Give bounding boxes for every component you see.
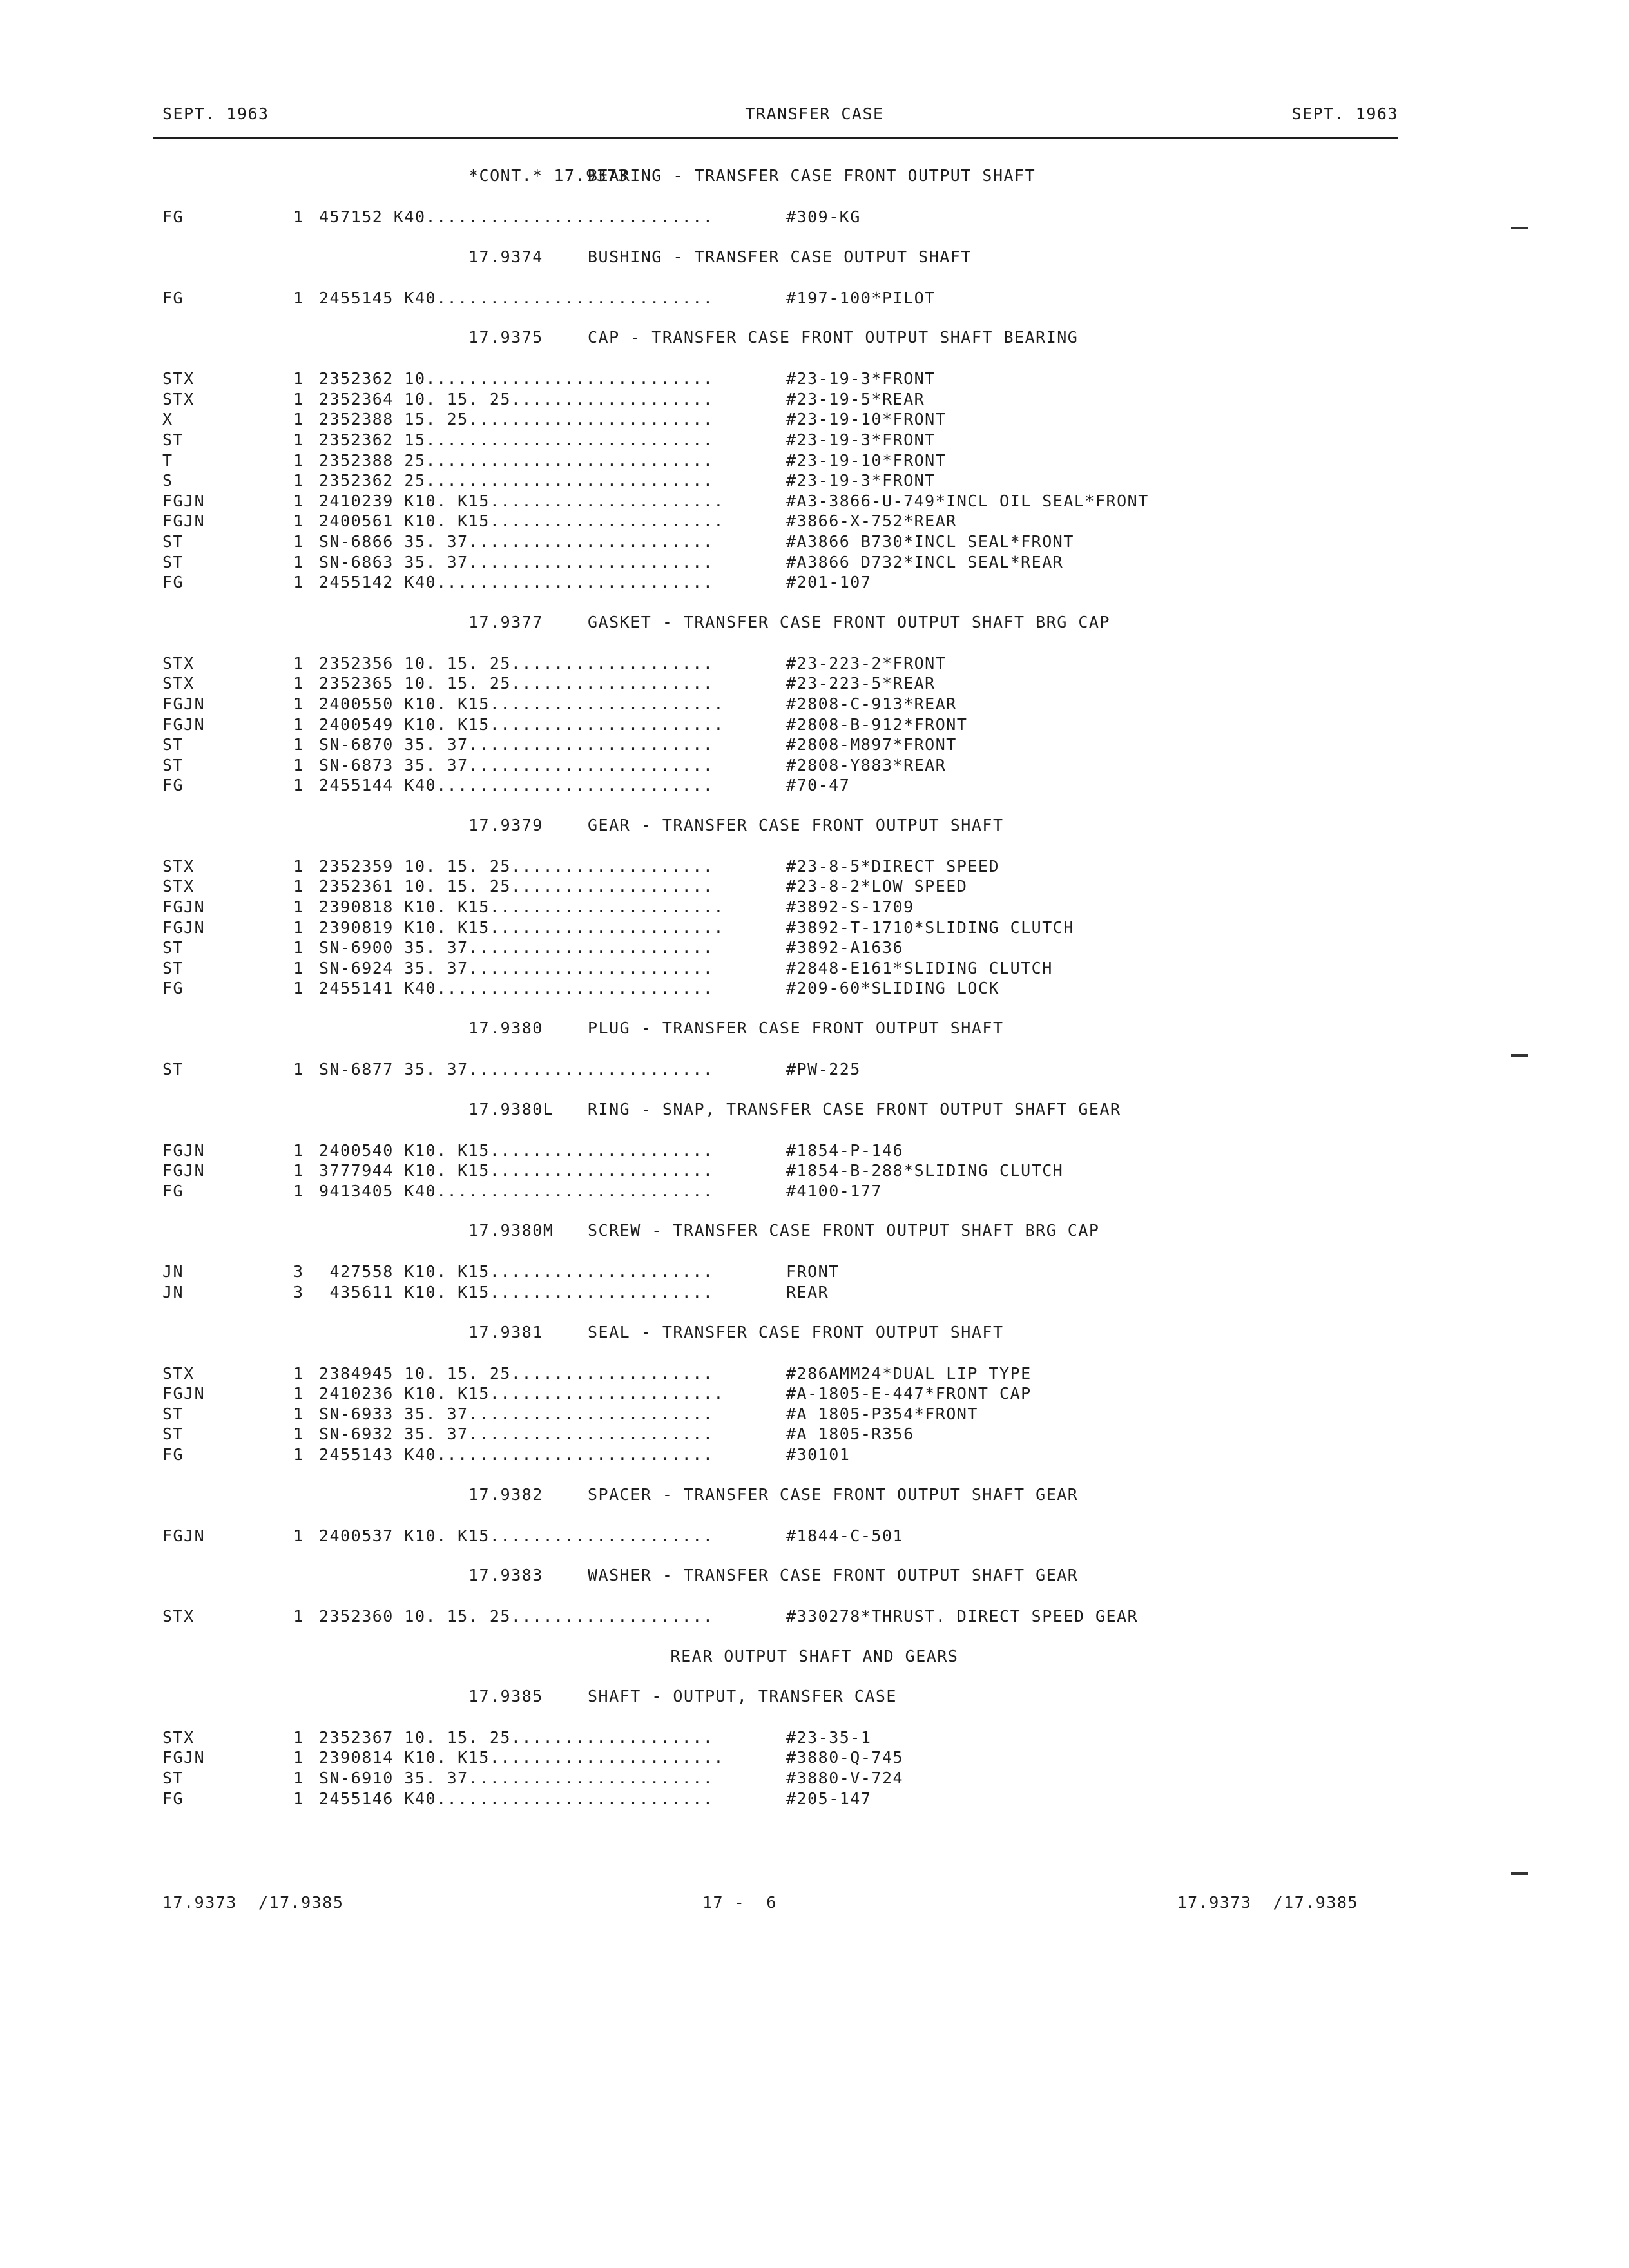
reference: #330278*THRUST. DIRECT SPEED GEAR (786, 1607, 1139, 1626)
quantity: 1 (293, 1526, 304, 1545)
reference: #A-1805-E-447*FRONT CAP (786, 1384, 1032, 1403)
item-group (0, 1526, 1629, 1546)
part-row (0, 532, 1629, 552)
quantity: 1 (293, 1060, 304, 1079)
quantity: 1 (293, 898, 304, 917)
reference: #23-19-5*REAR (786, 389, 925, 408)
section-description: RING - SNAP, TRANSFER CASE FRONT OUTPUT SHAFT GEAR (588, 1099, 1121, 1119)
quantity: 1 (293, 1161, 304, 1180)
section-title (0, 1485, 1629, 1526)
model-code: FGJN (162, 898, 206, 917)
part-number: 2400540 K10. K15..................... (319, 1140, 714, 1160)
quantity: 1 (293, 1727, 304, 1747)
quantity: 1 (293, 1384, 304, 1403)
part-row (0, 937, 1629, 958)
part-row (0, 552, 1629, 573)
quantity: 1 (293, 1363, 304, 1383)
section-number: 17.9380 (468, 1019, 543, 1038)
section-number: 17.9380M (468, 1221, 554, 1240)
part-row (0, 775, 1629, 796)
model-code: FG (162, 288, 184, 307)
part-row (0, 1160, 1629, 1181)
section-number: 17.9380L (468, 1099, 554, 1119)
part-number: 2390819 K10. K15...................... (319, 918, 724, 937)
model-code: FGJN (162, 918, 206, 937)
part-row (0, 1526, 1629, 1546)
part-number: SN-6873 35. 37....................... (319, 755, 714, 774)
quantity: 1 (293, 471, 304, 490)
model-code: STX (162, 369, 195, 389)
item-group (0, 856, 1629, 999)
part-number: SN-6877 35. 37....................... (319, 1060, 714, 1079)
section-description: BEARING - TRANSFER CASE FRONT OUTPUT SHAFT (588, 166, 1036, 185)
part-row (0, 430, 1629, 450)
item-group (0, 1606, 1629, 1627)
model-code: STX (162, 1363, 195, 1383)
reference: #3892-T-1710*SLIDING CLUTCH (786, 918, 1074, 937)
reference: #3866-X-752*REAR (786, 512, 957, 531)
section-gap (0, 1627, 1629, 1646)
model-code: ST (162, 532, 184, 551)
subheading: REAR OUTPUT SHAFT AND GEARS (670, 1646, 959, 1666)
quantity: 1 (293, 1789, 304, 1808)
quantity: 1 (293, 856, 304, 876)
part-number: SN-6866 35. 37....................... (319, 532, 714, 551)
reference: #2848-E161*SLIDING CLUTCH (786, 958, 1053, 977)
section-gap (0, 1303, 1629, 1322)
model-code: STX (162, 653, 195, 673)
item-group (0, 288, 1629, 309)
model-code: FG (162, 776, 184, 795)
reference: #1854-B-288*SLIDING CLUTCH (786, 1161, 1064, 1180)
reference: #A 1805-P354*FRONT (786, 1404, 978, 1423)
quantity: 1 (293, 776, 304, 795)
section-number: 17.9383 (468, 1566, 543, 1585)
reference: #23-223-5*REAR (786, 674, 936, 693)
reference: #1844-C-501 (786, 1526, 904, 1545)
model-code: ST (162, 938, 184, 957)
quantity: 1 (293, 918, 304, 937)
section-number: 17.9381 (468, 1322, 543, 1341)
header-title: TRANSFER CASE (745, 104, 884, 123)
model-code: ST (162, 1425, 184, 1444)
reference: #205-147 (786, 1789, 872, 1808)
reference: #2808-C-913*REAR (786, 694, 957, 713)
part-row (0, 1789, 1629, 1809)
part-number: 2400549 K10. K15...................... (319, 715, 724, 734)
reference: #A3866 B730*INCL SEAL*FRONT (786, 532, 1074, 551)
model-code: ST (162, 430, 184, 449)
part-row (0, 715, 1629, 735)
section-title (0, 1099, 1629, 1140)
section-description: WASHER - TRANSFER CASE FRONT OUTPUT SHAFT GEAR (588, 1566, 1079, 1585)
part-row (0, 1727, 1629, 1748)
part-number: 2352356 10. 15. 25................... (319, 653, 714, 673)
part-row (0, 491, 1629, 512)
section-title (0, 1220, 1629, 1262)
quantity: 1 (293, 715, 304, 734)
header-date-right: SEPT. 1963 (1291, 104, 1398, 123)
part-row (0, 1363, 1629, 1384)
footer-range-left: 17.9373 /17.9385 (162, 1893, 344, 1912)
model-code: X (162, 410, 173, 429)
part-number: 2352367 10. 15. 25................... (319, 1727, 714, 1747)
model-code: FGJN (162, 1140, 206, 1160)
part-number: 2384945 10. 15. 25................... (319, 1363, 714, 1383)
section-number: 17.9379 (468, 815, 543, 834)
part-number: SN-6910 35. 37....................... (319, 1768, 714, 1787)
part-number: 2455141 K40.......................... (319, 979, 714, 998)
quantity: 1 (293, 1425, 304, 1444)
part-row (0, 1262, 1629, 1282)
scan-mark (1511, 1054, 1528, 1057)
section-gap (0, 227, 1629, 247)
reference: #3892-S-1709 (786, 898, 914, 917)
part-row (0, 653, 1629, 674)
model-code: ST (162, 755, 184, 774)
section-gap (0, 1080, 1629, 1099)
reference: #209-60*SLIDING LOCK (786, 979, 1000, 998)
reference: #309-KG (786, 207, 861, 226)
quantity: 1 (293, 1445, 304, 1464)
section-title (0, 247, 1629, 288)
section-number: 17.9374 (468, 247, 543, 266)
part-number: 9413405 K40.......................... (319, 1181, 714, 1200)
item-group (0, 207, 1629, 227)
reference: #286AMM24*DUAL LIP TYPE (786, 1363, 1032, 1383)
part-number: 2352360 10. 15. 25................... (319, 1607, 714, 1626)
quantity: 1 (293, 674, 304, 693)
scan-mark (1511, 227, 1528, 229)
reference: #3880-V-724 (786, 1768, 904, 1787)
model-code: JN (162, 1283, 184, 1302)
reference: #2808-B-912*FRONT (786, 715, 968, 734)
model-code: FGJN (162, 1161, 206, 1180)
section-title (0, 1686, 1629, 1727)
model-code: ST (162, 735, 184, 754)
model-code: FGJN (162, 1384, 206, 1403)
reference: #PW-225 (786, 1060, 861, 1079)
part-row (0, 694, 1629, 715)
item-group (0, 1140, 1629, 1202)
part-number: 2352361 10. 15. 25................... (319, 877, 714, 896)
reference: #23-19-3*FRONT (786, 471, 936, 490)
quantity: 1 (293, 369, 304, 389)
model-code: ST (162, 1768, 184, 1787)
part-number: 2455142 K40.......................... (319, 573, 714, 592)
header-date-left: SEPT. 1963 (162, 104, 269, 123)
quantity: 1 (293, 979, 304, 998)
reference: #23-8-2*LOW SPEED (786, 877, 968, 896)
reference: #23-35-1 (786, 1727, 872, 1747)
reference: #30101 (786, 1445, 851, 1464)
part-number: 2410239 K10. K15...................... (319, 491, 724, 510)
section-gap (0, 593, 1629, 612)
part-number: 2410236 K10. K15...................... (319, 1384, 724, 1403)
reference: #A 1805-R356 (786, 1425, 914, 1444)
model-code: FGJN (162, 1748, 206, 1767)
part-number: 2352359 10. 15. 25................... (319, 856, 714, 876)
reference: #23-223-2*FRONT (786, 653, 947, 673)
model-code: FG (162, 1181, 184, 1200)
section-gap (0, 999, 1629, 1018)
section-description: GEAR - TRANSFER CASE FRONT OUTPUT SHAFT (588, 815, 1004, 834)
part-number: SN-6924 35. 37....................... (319, 958, 714, 977)
model-code: STX (162, 1727, 195, 1747)
part-number: 427558 K10. K15..................... (319, 1262, 714, 1282)
model-code: FGJN (162, 715, 206, 734)
section-gap (0, 1201, 1629, 1220)
model-code: FGJN (162, 1526, 206, 1545)
model-code: STX (162, 389, 195, 408)
section-description: SCREW - TRANSFER CASE FRONT OUTPUT SHAFT BRG CAP (588, 1221, 1100, 1240)
section-gap (0, 308, 1629, 327)
reference: #3892-A1636 (786, 938, 904, 957)
part-row (0, 978, 1629, 999)
part-row (0, 470, 1629, 491)
section-description: SPACER - TRANSFER CASE FRONT OUTPUT SHAFT GEAR (588, 1485, 1079, 1504)
model-code: S (162, 471, 173, 490)
quantity: 1 (293, 450, 304, 470)
part-row (0, 1445, 1629, 1465)
reference: #197-100*PILOT (786, 288, 936, 307)
section-title (0, 1322, 1629, 1363)
part-row (0, 1282, 1629, 1303)
part-row (0, 1424, 1629, 1445)
model-code: FG (162, 207, 184, 226)
section-description: SEAL - TRANSFER CASE FRONT OUTPUT SHAFT (588, 1322, 1004, 1341)
footer-range-right: 17.9373 /17.9385 (1177, 1893, 1358, 1912)
part-number: 2455145 K40.......................... (319, 288, 714, 307)
section-description: GASKET - TRANSFER CASE FRONT OUTPUT SHAFT BRG CAP (588, 612, 1111, 631)
item-group (0, 653, 1629, 796)
part-row (0, 735, 1629, 755)
model-code: FG (162, 1445, 184, 1464)
quantity: 1 (293, 1140, 304, 1160)
quantity: 1 (293, 938, 304, 957)
item-group (0, 1363, 1629, 1465)
quantity: 1 (293, 410, 304, 429)
reference: #2808-Y883*REAR (786, 755, 947, 774)
quantity: 1 (293, 207, 304, 226)
part-row (0, 856, 1629, 877)
footer-page-number: 17 - 6 (702, 1893, 777, 1912)
model-code: STX (162, 1607, 195, 1626)
part-row (0, 1181, 1629, 1202)
part-row (0, 369, 1629, 389)
quantity: 1 (293, 877, 304, 896)
quantity: 1 (293, 1181, 304, 1200)
section-number: *CONT.* 17.9373 (468, 166, 629, 185)
quantity: 3 (293, 1262, 304, 1282)
part-row (0, 876, 1629, 897)
quantity: 1 (293, 512, 304, 531)
part-number: SN-6900 35. 37....................... (319, 938, 714, 957)
part-row (0, 450, 1629, 471)
model-code: ST (162, 1060, 184, 1079)
section-description: SHAFT - OUTPUT, TRANSFER CASE (588, 1686, 897, 1706)
section-title (0, 1565, 1629, 1606)
quantity: 1 (293, 1404, 304, 1423)
model-code: FG (162, 573, 184, 592)
reference: #201-107 (786, 573, 872, 592)
section-title (0, 327, 1629, 369)
model-code: T (162, 450, 173, 470)
item-group (0, 1059, 1629, 1080)
part-number: 2390814 K10. K15...................... (319, 1748, 724, 1767)
reference: #23-19-10*FRONT (786, 450, 947, 470)
section-number: 17.9375 (468, 328, 543, 347)
quantity: 1 (293, 694, 304, 713)
part-number: 2352364 10. 15. 25................... (319, 389, 714, 408)
quantity: 1 (293, 1768, 304, 1787)
part-number: 2455143 K40.......................... (319, 1445, 714, 1464)
quantity: 1 (293, 573, 304, 592)
section-title (0, 612, 1629, 653)
section-gap (0, 1465, 1629, 1485)
part-row (0, 1606, 1629, 1627)
model-code: FGJN (162, 512, 206, 531)
quantity: 3 (293, 1283, 304, 1302)
part-row (0, 409, 1629, 430)
part-number: 2352362 10........................... (319, 369, 714, 389)
part-row (0, 1059, 1629, 1080)
quantity: 1 (293, 491, 304, 510)
section-title (0, 815, 1629, 856)
part-number: 435611 K10. K15..................... (319, 1283, 714, 1302)
section-gap (0, 1809, 1629, 1828)
part-number: 2352388 25........................... (319, 450, 714, 470)
model-code: FG (162, 1789, 184, 1808)
section-number: 17.9377 (468, 612, 543, 631)
part-number: SN-6870 35. 37....................... (319, 735, 714, 754)
part-number: 2352362 15........................... (319, 430, 714, 449)
part-number: 2352365 10. 15. 25................... (319, 674, 714, 693)
reference: #1854-P-146 (786, 1140, 904, 1160)
model-code: ST (162, 552, 184, 572)
item-group (0, 1262, 1629, 1302)
section-title (0, 166, 1629, 207)
item-group (0, 1727, 1629, 1809)
section-gap (0, 1546, 1629, 1565)
part-number: 2400537 K10. K15..................... (319, 1526, 714, 1545)
quantity: 1 (293, 532, 304, 551)
section-number: 17.9382 (468, 1485, 543, 1504)
part-number: SN-6933 35. 37....................... (319, 1404, 714, 1423)
item-group (0, 369, 1629, 593)
part-row (0, 673, 1629, 694)
part-row (0, 389, 1629, 410)
scan-mark (1511, 1872, 1528, 1875)
part-row (0, 1747, 1629, 1768)
quantity: 1 (293, 653, 304, 673)
model-code: STX (162, 877, 195, 896)
quantity: 1 (293, 1607, 304, 1626)
header-rule (153, 137, 1398, 139)
quantity: 1 (293, 958, 304, 977)
section-description: CAP - TRANSFER CASE FRONT OUTPUT SHAFT BEARING (588, 328, 1079, 347)
model-code: JN (162, 1262, 184, 1282)
model-code: FGJN (162, 694, 206, 713)
part-row (0, 958, 1629, 979)
part-number: 2352362 25........................... (319, 471, 714, 490)
part-row (0, 1383, 1629, 1404)
section-gap (0, 796, 1629, 815)
quantity: 1 (293, 430, 304, 449)
reference: #A3-3866-U-749*INCL OIL SEAL*FRONT (786, 491, 1149, 510)
part-number: 2352388 15. 25....................... (319, 410, 714, 429)
section-description: PLUG - TRANSFER CASE FRONT OUTPUT SHAFT (588, 1019, 1004, 1038)
parts-list (0, 166, 1629, 1828)
part-number: 2455146 K40.......................... (319, 1789, 714, 1808)
part-row (0, 755, 1629, 776)
model-code: ST (162, 1404, 184, 1423)
model-code: ST (162, 958, 184, 977)
part-number: 2400550 K10. K15...................... (319, 694, 724, 713)
reference: REAR (786, 1283, 829, 1302)
section-title (0, 1018, 1629, 1059)
reference: #70-47 (786, 776, 851, 795)
reference: #2808-M897*FRONT (786, 735, 957, 754)
part-row (0, 918, 1629, 938)
part-number: SN-6863 35. 37....................... (319, 552, 714, 572)
part-number: SN-6932 35. 37....................... (319, 1425, 714, 1444)
quantity: 1 (293, 288, 304, 307)
model-code: FG (162, 979, 184, 998)
part-row (0, 288, 1629, 309)
quantity: 1 (293, 755, 304, 774)
reference: #3880-Q-745 (786, 1748, 904, 1767)
quantity: 1 (293, 552, 304, 572)
part-row (0, 1140, 1629, 1161)
quantity: 1 (293, 1748, 304, 1767)
part-number: 2400561 K10. K15...................... (319, 512, 724, 531)
model-code: STX (162, 856, 195, 876)
part-row (0, 511, 1629, 532)
reference: #4100-177 (786, 1181, 882, 1200)
section-description: BUSHING - TRANSFER CASE OUTPUT SHAFT (588, 247, 972, 266)
quantity: 1 (293, 735, 304, 754)
part-number: 3777944 K10. K15..................... (319, 1161, 714, 1180)
reference: #A3866 D732*INCL SEAL*REAR (786, 552, 1064, 572)
section-number: 17.9385 (468, 1686, 543, 1706)
part-number: 2390818 K10. K15...................... (319, 898, 724, 917)
part-row (0, 897, 1629, 918)
part-number: 457152 K40........................... (319, 207, 714, 226)
model-code: FGJN (162, 491, 206, 510)
part-row (0, 1404, 1629, 1425)
part-row (0, 207, 1629, 227)
model-code: STX (162, 674, 195, 693)
quantity: 1 (293, 389, 304, 408)
reference: FRONT (786, 1262, 840, 1282)
reference: #23-19-3*FRONT (786, 430, 936, 449)
reference: #23-19-3*FRONT (786, 369, 936, 389)
part-number: 2455144 K40.......................... (319, 776, 714, 795)
reference: #23-19-10*FRONT (786, 410, 947, 429)
part-row (0, 1768, 1629, 1789)
part-row (0, 572, 1629, 593)
reference: #23-8-5*DIRECT SPEED (786, 856, 1000, 876)
